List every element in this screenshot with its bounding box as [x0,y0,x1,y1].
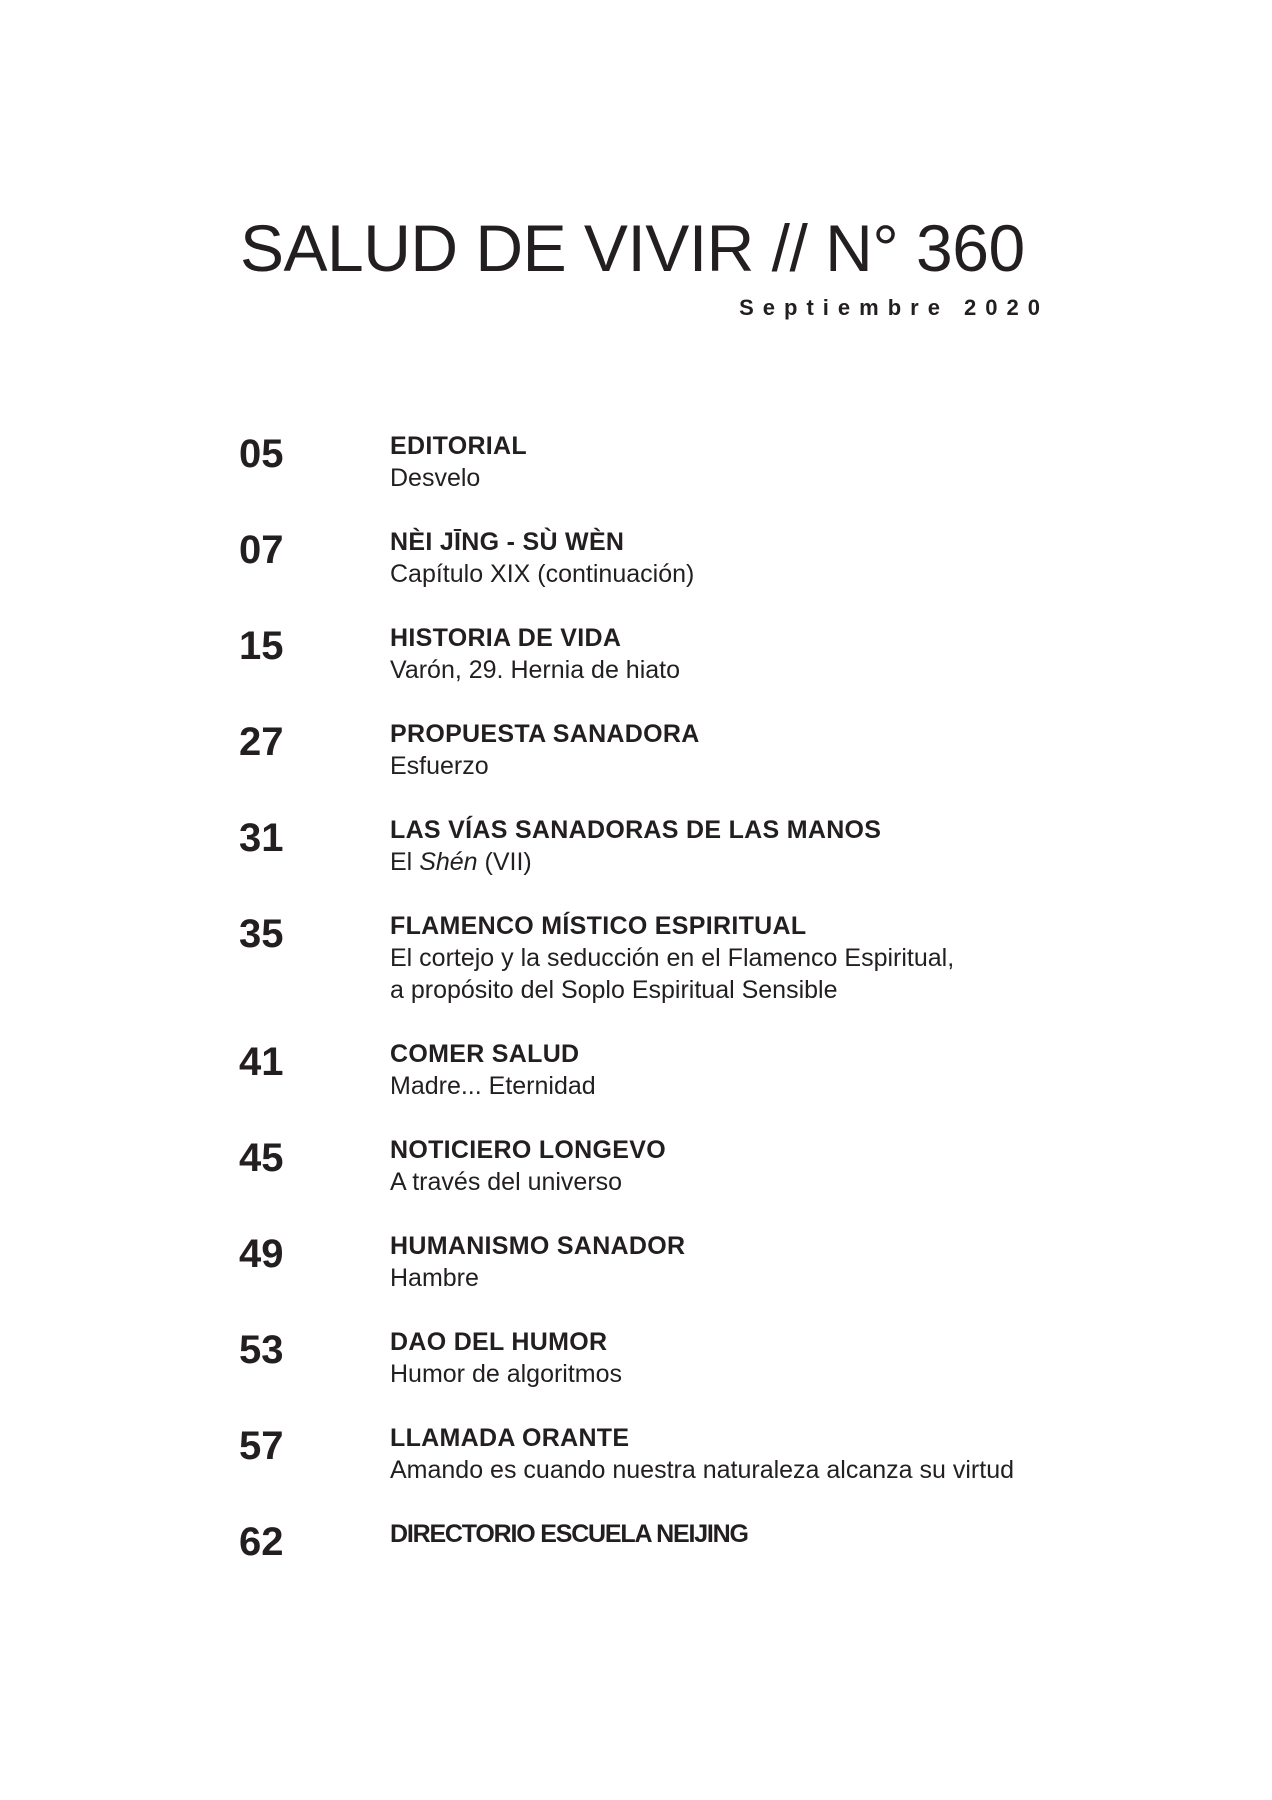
section-subtitle: Amando es cuando nuestra naturaleza alcanza su virtud [390,1456,1014,1484]
entry-text [390,1230,1090,1294]
toc-entry-humanismo-sanador[interactable] [239,1230,1059,1326]
section-subtitle: Desvelo [390,464,481,492]
page-number: 07 [239,528,284,572]
page-number: 15 [239,624,284,668]
entry-text [390,814,1090,878]
toc-entry-vias-sanadoras[interactable] [239,814,1059,910]
section-subtitle: Esfuerzo [390,752,489,780]
table-of-contents [239,430,1059,1614]
page-number: 57 [239,1424,284,1468]
section-title: LAS VÍAS SANADORAS DE LAS MANOS [390,816,882,844]
entry-text [390,1422,1090,1486]
section-subtitle-line-2: a propósito del Soplo Espiritual Sensible [390,976,838,1004]
section-title: LLAMADA ORANTE [390,1424,630,1452]
magazine-header [240,211,1049,321]
section-title: NOTICIERO LONGEVO [390,1136,666,1164]
toc-entry-directorio[interactable] [239,1518,1059,1614]
toc-entry-comer-salud[interactable] [239,1038,1059,1134]
toc-entry-noticiero-longevo[interactable] [239,1134,1059,1230]
page-number: 53 [239,1328,284,1372]
toc-entry-nei-jing[interactable] [239,526,1059,622]
section-subtitle: Capítulo XIX (continuación) [390,560,695,588]
section-subtitle: Madre... Eternidad [390,1072,596,1100]
page-number: 49 [239,1232,284,1276]
toc-entry-llamada-orante[interactable] [239,1422,1059,1518]
page-number: 41 [239,1040,284,1084]
section-subtitle-line-1: El cortejo y la seducción en el Flamenco Espiritual, [390,944,955,972]
magazine-title: SALUD DE VIVIR // N° 360 [240,211,1025,285]
entry-text [390,1134,1090,1198]
page-number: 62 [239,1520,284,1564]
section-title: PROPUESTA SANADORA [390,720,700,748]
entry-text [390,910,1090,1006]
page-number: 31 [239,816,284,860]
entry-text [390,430,1090,494]
subtitle-suffix: (VII) [477,848,532,876]
section-title: COMER SALUD [390,1040,580,1068]
toc-entry-historia-de-vida[interactable] [239,622,1059,718]
entry-text [390,1038,1090,1102]
page-number: 27 [239,720,284,764]
entry-text [390,526,1090,590]
toc-entry-dao-del-humor[interactable] [239,1326,1059,1422]
subtitle-prefix: El [390,848,420,876]
toc-entry-editorial[interactable] [239,430,1059,526]
section-subtitle: A través del universo [390,1168,623,1196]
section-subtitle: Humor de algoritmos [390,1360,623,1388]
section-title: DIRECTORIO ESCUELA NEIJING [390,1520,748,1548]
entry-text [390,718,1090,782]
section-title: HISTORIA DE VIDA [390,624,622,652]
section-subtitle: Varón, 29. Hernia de hiato [390,656,681,684]
entry-text [390,1518,1090,1550]
section-subtitle: Hambre [390,1264,479,1292]
section-title: NÈI JĪNG - SÙ WÈN [390,528,625,556]
toc-entry-propuesta-sanadora[interactable] [239,718,1059,814]
section-title: DAO DEL HUMOR [390,1328,608,1356]
entry-text [390,1326,1090,1390]
section-title: HUMANISMO SANADOR [390,1232,686,1260]
section-title: EDITORIAL [390,432,527,460]
page-number: 45 [239,1136,284,1180]
toc-entry-flamenco[interactable] [239,910,1059,1038]
subtitle-italic: Shén [419,848,478,876]
page-number: 35 [239,912,284,956]
section-title: FLAMENCO MÍSTICO ESPIRITUAL [390,912,807,940]
section-subtitle [390,846,1090,878]
page-number: 05 [239,432,284,476]
issue-date: Septiembre 2020 [739,295,1049,320]
entry-text [390,622,1090,686]
